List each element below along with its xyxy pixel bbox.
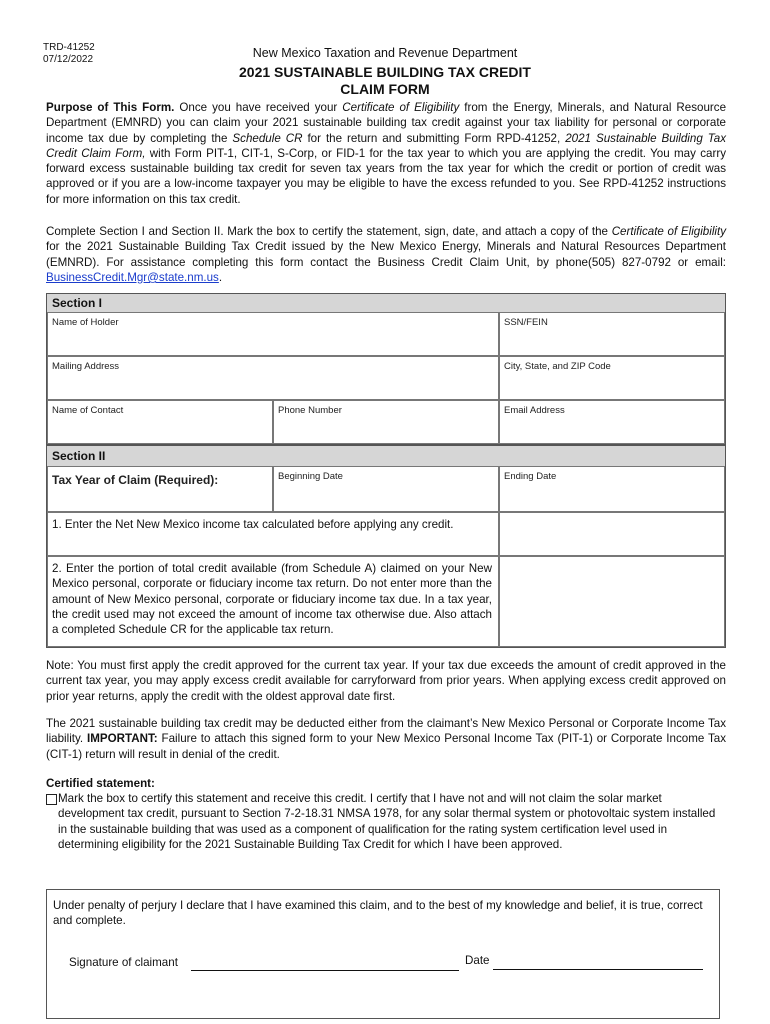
purpose-text: Once you have received your	[174, 101, 343, 114]
deduction-text: Failure to attach this signed form to your New Mexico Personal Income Tax (PIT-1) or Corporate Income Tax (CIT-1) return will result in denial of the credit.	[46, 732, 727, 761]
certified-statement-text	[58, 791, 724, 852]
name-of-holder-field[interactable]: Name of Holder	[47, 312, 499, 356]
tax-year-label: Tax Year of Claim (Required):	[47, 466, 273, 512]
note-paragraph: Note: You must first apply the credit approved for the current tax year. If your tax due exceeds the amount of credit approved in the current tax year, you may apply excess credit available for carryforward from prior years. When applying excess credit approved on prior year returns, apply the credit with the oldest approval date first.	[46, 659, 726, 703]
form-number: TRD-41252	[43, 42, 95, 53]
date-label: Date	[465, 954, 490, 967]
mailing-address-field[interactable]: Mailing Address	[47, 356, 499, 400]
section-1	[46, 293, 726, 445]
deduction-paragraph	[46, 716, 726, 762]
perjury-declaration: Under penalty of perjury I declare that I have examined this claim, and to the best of my knowledge and belief, it is true, correct and complete.	[53, 899, 703, 928]
date-line[interactable]	[493, 969, 703, 970]
instructions-text: .	[218, 270, 223, 284]
purpose-text: Certificate of Eligibility	[342, 101, 460, 114]
agency-name: New Mexico Taxation and Revenue Department	[252, 46, 518, 60]
purpose-text: for the return and submitting Form RPD-41252,	[302, 131, 566, 145]
purpose-text: with Form PIT-1, CIT-1, S-Corp, or FID-1 for the tax year to which you are applying the credit. You may carry forward excess sustainable building tax credit for seven tax years from the tax year for which the credit or portion of credit was approved or if you are a low-income taxpayer you may be eligible to have the excess refunded to you. See RPD-41252 instructions for more information on this tax credit.	[46, 146, 726, 206]
certify-checkbox-wrap[interactable]	[46, 791, 58, 806]
phone-number-field[interactable]: Phone Number	[273, 400, 499, 444]
instructions-text: for the 2021 Sustainable Building Tax Credit issued by the New Mexico Energy, Minerals and Natural Resources Department (EMNRD). For assistance completing this form contact the Business Credit Claim Unit, by phone(505) 827-0792 or email:	[46, 240, 726, 269]
signature-line[interactable]	[191, 970, 459, 971]
instructions-text: Complete Section I and Section II. Mark the box to certify the statement, sign, date, and attach a copy of the	[46, 225, 612, 238]
form-title	[0, 64, 770, 98]
purpose-text: from the Energy, Minerals, and Natural Resource Department (EMNRD) you can claim your 2021 sustainable building tax credit against your tax liability for personal or corporate income tax due by completing the	[46, 101, 727, 145]
section-2	[46, 445, 726, 648]
deduction-text: The 2021 sustainable building tax credit may be deducted either from the claimant’s New Mexico Personal or Corporate Income Tax liability.	[46, 717, 726, 746]
name-of-contact-field[interactable]: Name of Contact	[47, 400, 273, 444]
purpose-paragraph	[46, 100, 726, 207]
line-2-label: 2. Enter the portion of total credit available (from Schedule A) claimed on your New Mexico personal, corporate or fiduciary income tax return. Do not enter more than the amount of New Mexico personal, corporate or fiduciary income tax due. In a tax year, the credit used may not exceed the amount of income tax otherwise due. Also attach a completed Schedule CR for the applicable tax return.	[47, 556, 499, 647]
section-2-heading: Section II	[47, 446, 725, 466]
email-link[interactable]: BusinessCredit.Mgr@state.nm.us	[46, 270, 219, 284]
line-1-label: 1. Enter the Net New Mexico income tax calculated before applying any credit.	[47, 512, 499, 556]
signature-box	[46, 889, 720, 1019]
purpose-heading: Purpose of This Form.	[46, 101, 175, 114]
email-address-field[interactable]: Email Address	[499, 400, 725, 444]
purpose-text: Schedule CR	[232, 131, 303, 145]
ssn-fein-field[interactable]: SSN/FEIN	[499, 312, 725, 356]
beginning-date-field[interactable]: Beginning Date	[273, 466, 499, 512]
line-2-amount-field[interactable]	[499, 556, 725, 647]
section-1-heading: Section I	[47, 294, 725, 312]
certified-text: Mark the box to certify this statement and receive this credit. I certify that I have not and will not claim the solar market development tax credit, pursuant to Section 7-2-18.31 NMSA 1978, for any solar thermal system or photovoltaic system installed in the sustainable building that was used as a component of qualification for the rating system certification level used in determining eligibility for the 2021 Sustainable Building Tax Credit for which I have been approved.	[58, 792, 716, 851]
important-label: IMPORTANT:	[87, 732, 158, 746]
instructions-text: Certificate of Eligibility	[611, 225, 726, 238]
line-1-amount-field[interactable]	[499, 512, 725, 556]
certify-checkbox[interactable]	[46, 794, 57, 805]
form-date: 07/12/2022	[43, 54, 94, 65]
certified-heading: Certified statement:	[46, 777, 155, 790]
form-title-line2: CLAIM FORM	[340, 81, 430, 97]
form-title-line1: 2021 SUSTAINABLE BUILDING TAX CREDIT	[239, 64, 531, 80]
signature-label: Signature of claimant	[69, 956, 178, 969]
purpose-text: 2021 Sustainable Building Tax Credit Claim Form,	[46, 131, 727, 160]
city-state-zip-field[interactable]: City, State, and ZIP Code	[499, 356, 725, 400]
instructions-paragraph	[46, 224, 726, 285]
ending-date-field[interactable]: Ending Date	[499, 466, 725, 512]
